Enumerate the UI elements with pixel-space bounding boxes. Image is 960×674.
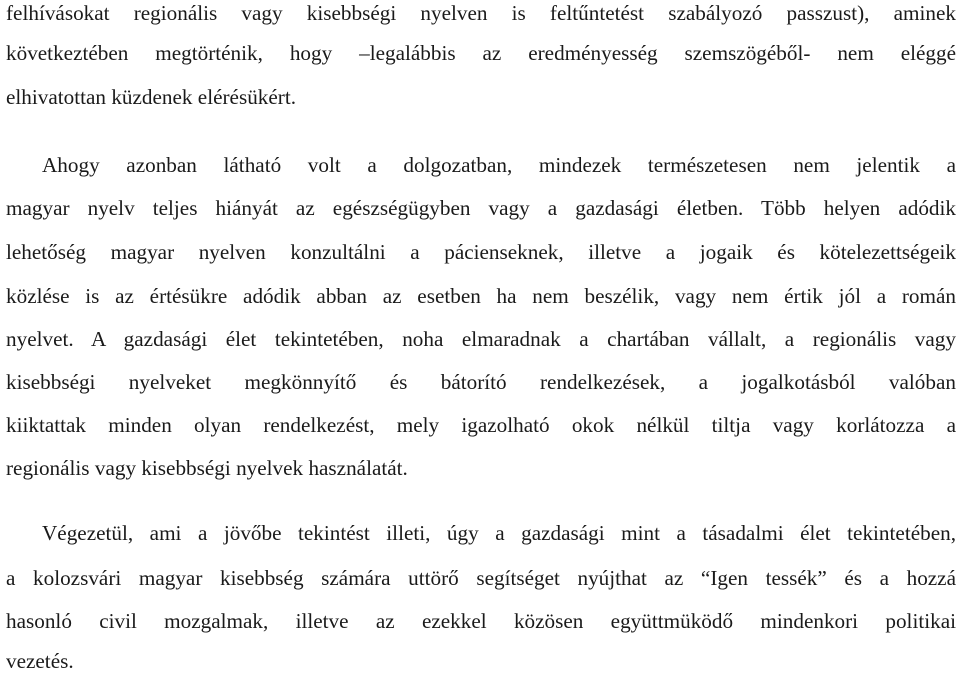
paragraph-3-line-3: hasonló civil mozgalmak, illetve az ezekkel közösen együttmüködő mindenkori politikai <box>6 609 956 633</box>
paragraph-2-line-2: magyar nyelv teljes hiányát az egészségügyben vagy a gazdasági életben. Több helyen adódik <box>6 196 956 220</box>
paragraph-3-line-4: vezetés. <box>6 649 74 673</box>
paragraph-2-line-7: kiiktattak minden olyan rendelkezést, mely igazolható okok nélkül tiltja vagy korlátozza a <box>6 413 956 437</box>
paragraph-2-line-1: Ahogy azonban látható volt a dolgozatban, mindezek természetesen nem jelentik a <box>42 153 956 177</box>
paragraph-3-line-2: a kolozsvári magyar kisebbség számára uttörő segítséget nyújthat az “Igen tessék” és a hozzá <box>6 566 956 590</box>
paragraph-3-line-1: Végezetül, ami a jövőbe tekintést illeti, úgy a gazdasági mint a tásadalmi élet tekintetében, <box>42 521 956 545</box>
paragraph-2-line-8: regionális vagy kisebbségi nyelvek használatát. <box>6 456 408 480</box>
paragraph-1-line-1: felhívásokat regionális vagy kisebbségi nyelven is feltűntetést szabályozó passzust), aminek <box>6 1 956 25</box>
paragraph-2-line-5: nyelvet. A gazdasági élet tekintetében, noha elmaradnak a chartában vállalt, a regionális vagy <box>6 327 956 351</box>
paragraph-2-line-6: kisebbségi nyelveket megkönnyítő és bátorító rendelkezések, a jogalkotásból valóban <box>6 370 956 394</box>
paragraph-2-line-4: közlése is az értésükre adódik abban az esetben ha nem beszélik, vagy nem értik jól a román <box>6 284 956 308</box>
paragraph-1-line-3: elhivatottan küzdenek elérésükért. <box>6 85 297 109</box>
paragraph-1-line-2: következtében megtörténik, hogy –legalábbis az eredményesség szemszögéből- nem eléggé <box>6 41 956 65</box>
paragraph-2-line-3: lehetőség magyar nyelven konzultálni a pácienseknek, illetve a jogaik és kötelezettségeik <box>6 240 956 264</box>
